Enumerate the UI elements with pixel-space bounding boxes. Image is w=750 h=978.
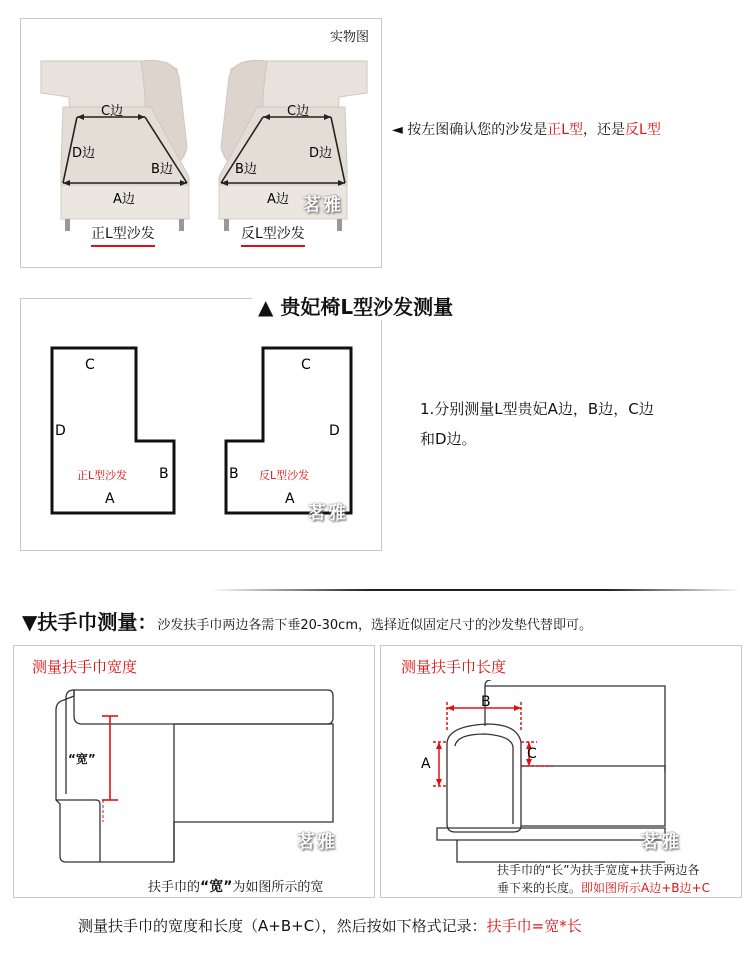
diagram-right-label: 反L型沙发 xyxy=(259,469,310,482)
length-caption-highlight: 即如图所示A边+B边+C xyxy=(581,881,710,895)
step-line-1: 1.分别测量L型贵妃A边，B边，C边 xyxy=(420,400,654,418)
sofa-photo-panel xyxy=(20,18,382,268)
armrest-section-header xyxy=(22,606,592,635)
letter-b: B xyxy=(229,466,239,482)
edge-label-b: B边 xyxy=(235,162,257,177)
armrest-length-panel xyxy=(380,645,742,898)
left-l-outline xyxy=(49,345,179,517)
right-l-outline xyxy=(223,345,358,517)
length-letter-b: B xyxy=(481,694,491,710)
letter-d: D xyxy=(329,423,340,439)
length-panel-heading: 测量扶手巾长度 xyxy=(401,658,507,676)
length-caption-line-1: 扶手巾的“长”为扶手宽度+扶手两边各 xyxy=(497,863,700,877)
edge-label-c: C边 xyxy=(287,104,310,119)
watermark: 茗雅 xyxy=(297,832,337,853)
footer-text: 测量扶手巾的宽度和长度（A+B+C），然后按如下格式记录： xyxy=(78,917,487,935)
footer-instruction xyxy=(78,915,582,936)
instruction-text-mid: ，还是 xyxy=(583,122,626,138)
chaise-diagram-panel xyxy=(20,298,382,551)
instruction-highlight-left: 正L型 xyxy=(547,122,584,138)
width-panel-caption xyxy=(148,876,323,896)
armrest-width-panel xyxy=(13,645,375,898)
edge-label-a: A边 xyxy=(267,192,289,207)
instruction-text: ◄ 按左图确认您的沙发是 xyxy=(392,122,548,138)
length-panel-caption xyxy=(497,861,710,897)
edge-label-a: A边 xyxy=(113,192,135,207)
section-divider xyxy=(210,589,740,591)
right-sofa-illustration xyxy=(209,57,369,237)
diagram-left-label: 正L型沙发 xyxy=(77,469,128,482)
left-sofa-illustration xyxy=(39,57,204,237)
instruction-highlight-right: 反L型 xyxy=(625,122,661,138)
letter-d: D xyxy=(55,423,66,439)
letter-c: C xyxy=(85,357,95,373)
width-caption-prefix: 扶手巾的 xyxy=(148,880,201,895)
width-panel-heading: 测量扶手巾宽度 xyxy=(32,658,138,676)
letter-a: A xyxy=(285,491,295,507)
step-line-2: 和D边。 xyxy=(420,430,477,448)
watermark: 茗雅 xyxy=(308,503,348,524)
armrest-section-note: 沙发扶手巾两边各需下垂20-30cm，选择近似固定尺寸的沙发垫代替即可。 xyxy=(157,618,592,633)
edge-label-c: C边 xyxy=(101,104,124,119)
letter-a: A xyxy=(105,491,115,507)
width-caption-suffix: 为如图所示的宽 xyxy=(232,880,324,895)
sofa-type-instruction xyxy=(392,119,661,139)
watermark: 茗雅 xyxy=(303,195,343,216)
length-letter-c: C xyxy=(527,746,537,762)
width-caption-bold: “宽” xyxy=(200,879,233,895)
length-letter-a: A xyxy=(421,756,431,772)
chaise-steps xyxy=(420,394,654,454)
watermark: 茗雅 xyxy=(641,832,681,853)
armrest-section-title: ▼扶手巾测量： xyxy=(22,610,158,634)
edge-label-d: D边 xyxy=(72,146,96,161)
letter-b: B xyxy=(159,466,169,482)
length-sofa-drawing xyxy=(417,680,737,876)
right-sofa-label: 反L型沙发 xyxy=(241,223,305,247)
edge-label-d: D边 xyxy=(309,146,333,161)
left-sofa-label: 正L型沙发 xyxy=(91,223,155,247)
letter-c: C xyxy=(301,357,311,373)
edge-label-b: B边 xyxy=(151,162,173,177)
chaise-section-title: ▲ 贵妃椅L型沙发测量 xyxy=(252,291,459,320)
wide-label: “宽” xyxy=(68,752,96,766)
length-caption-line-2: 垂下来的长度。 xyxy=(497,881,582,895)
photo-caption: 实物图 xyxy=(329,30,369,45)
footer-formula: 扶手巾=宽*长 xyxy=(486,917,582,935)
